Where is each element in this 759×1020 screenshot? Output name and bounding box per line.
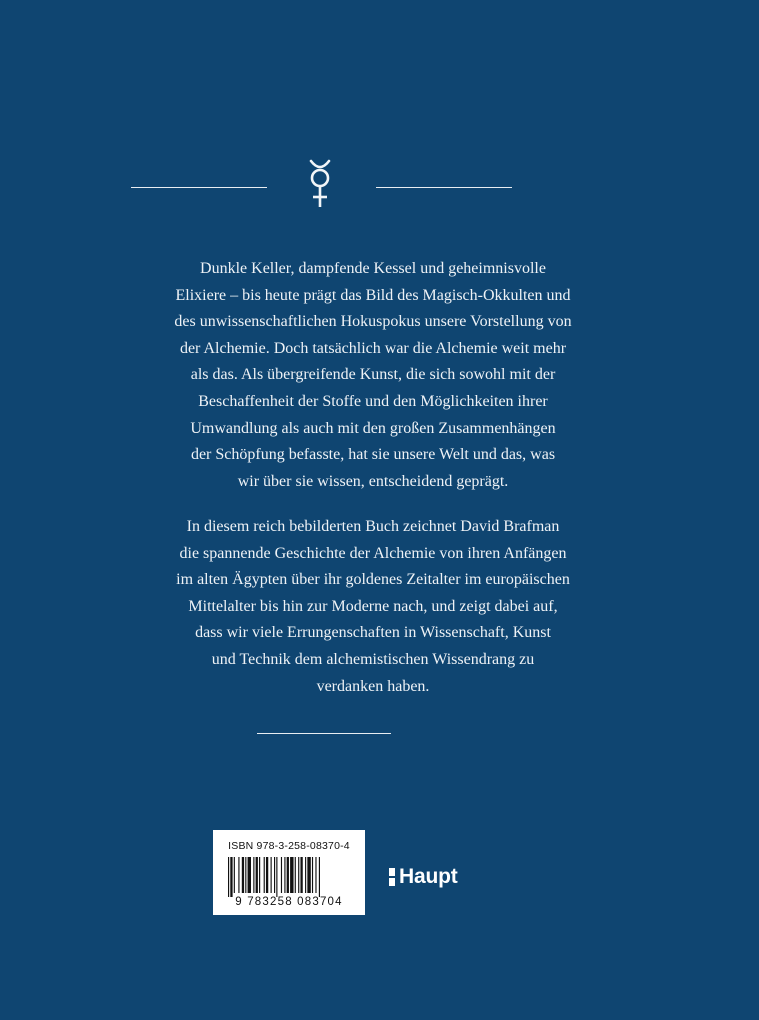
barcode-box (213, 830, 365, 915)
blurb-line: des unwissenschaftlichen Hokuspokus unsere Vorstellung von (174, 313, 572, 331)
blurb-line: und Technik dem alchemistischen Wissendrang zu (211, 650, 535, 668)
blurb-paragraph-2 (100, 514, 646, 700)
mercury-icon (305, 159, 335, 211)
blurb-line: die spannende Geschichte der Alchemie von ihren Anfängen (179, 544, 567, 562)
blurb-line: der Alchemie. Doch tatsächlich war die Alchemie weit mehr (179, 339, 567, 357)
divider-left (131, 187, 267, 188)
blurb-line: Elixiere – bis heute prägt das Bild des Magisch-Okkulten und (175, 286, 571, 304)
blurb-line: Dunkle Keller, dampfende Kessel und geheimnisvolle (200, 260, 546, 277)
divider-right (376, 187, 512, 188)
blurb-paragraph-1 (100, 256, 646, 495)
blurb-line: dass wir viele Errungenschaften in Wissenschaft, Kunst (195, 624, 551, 642)
barcode-icon (228, 857, 350, 897)
publisher-mark-icon (389, 868, 395, 886)
blurb-line: als das. Als übergreifende Kunst, die sich sowohl mit der (190, 366, 556, 384)
isbn-label: ISBN 978-3-258-08370-4 (228, 840, 350, 852)
blurb-line: im alten Ägypten über ihr goldenes Zeitalter im europäischen (176, 571, 570, 589)
publisher-name: Haupt (399, 865, 458, 888)
blurb-line: wir über sie wissen, entscheidend geprägt. (237, 472, 509, 490)
blurb-line: der Schöpfung befasste, hat sie unsere Welt und das, was (190, 446, 556, 464)
blurb-line: verdanken haben. (316, 677, 430, 695)
divider-bottom (257, 733, 391, 734)
blurb-line: Umwandlung als auch mit den großen Zusammenhängen (190, 419, 556, 437)
blurb-line: Beschaffenheit der Stoffe und den Möglichkeiten ihrer (198, 392, 548, 410)
blurb-line: Mittelalter bis hin zur Moderne nach, und zeigt dabei auf, (188, 597, 558, 615)
publisher-logo (389, 864, 458, 890)
barcode-digits: 9 783258 083704 (235, 896, 343, 908)
blurb-line: In diesem reich bebilderten Buch zeichnet David Brafman (186, 518, 560, 535)
